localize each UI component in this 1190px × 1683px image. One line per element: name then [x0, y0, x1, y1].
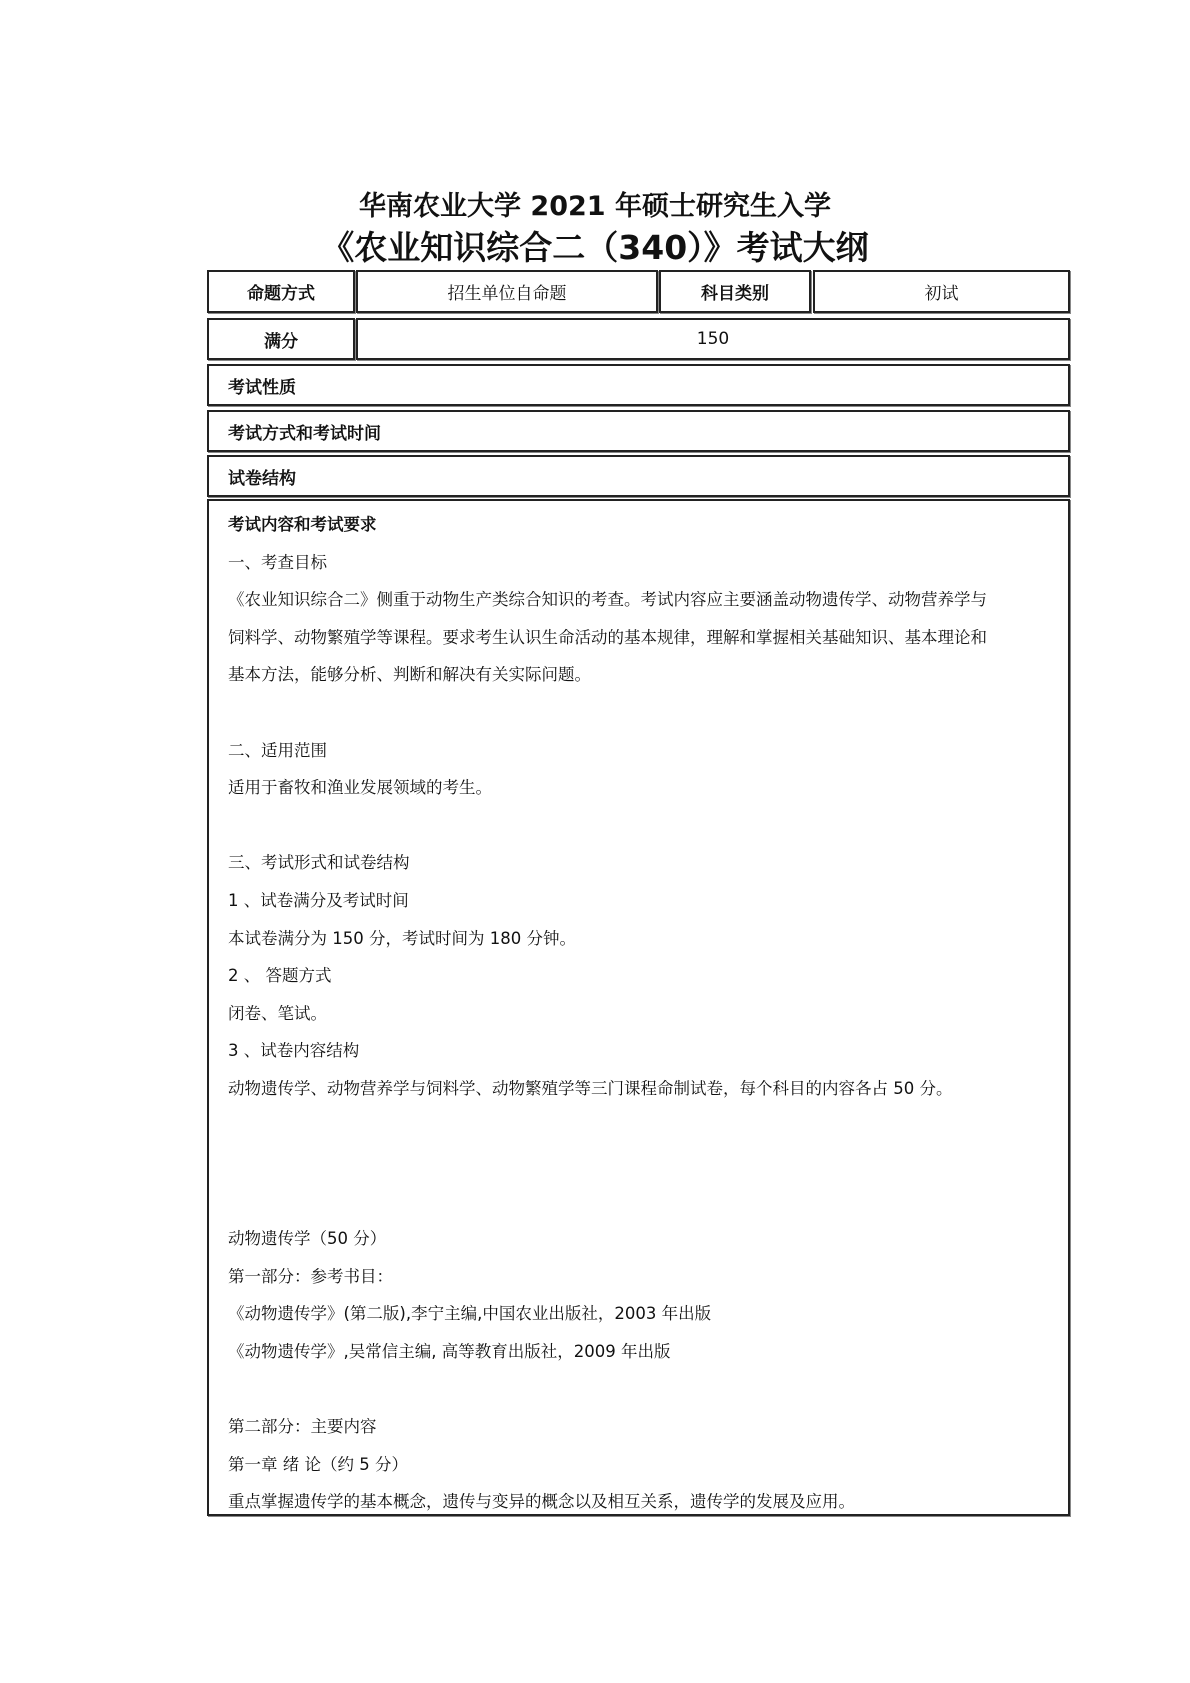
content-line: 饲料学、动物繁殖学等课程。要求考生认识生命活动的基本规律，理解和掌握相关基础知识、基本理论和 [228, 627, 987, 647]
content-line: 第一章 绪 论（约 5 分） [228, 1454, 408, 1474]
content-line: 一、考查目标 [228, 552, 327, 572]
content-line: 《动物遗传学》,吴常信主编, 高等教育出版社，2009 年出版 [228, 1342, 671, 1362]
content-line: 2 、 答题方式 [228, 966, 332, 986]
content-line: 动物遗传学（50 分） [228, 1229, 387, 1249]
score-label: 满分 [207, 318, 355, 360]
category-value: 初试 [813, 270, 1070, 313]
title-line-1: 华南农业大学 2021 年硕士研究生入学 [359, 191, 831, 222]
content-line: 《动物遗传学》(第二版),李宁主编,中国农业出版社，2003 年出版 [228, 1304, 712, 1324]
content-line: 适用于畜牧和渔业发展领域的考生。 [228, 778, 492, 798]
section-method: 考试方式和考试时间 [207, 410, 1070, 452]
content-line: 三、考试形式和试卷结构 [228, 853, 410, 873]
section-structure: 试卷结构 [207, 455, 1070, 497]
content-line: 第一部分：参考书目： [228, 1266, 393, 1286]
content-line [228, 1145, 1068, 1183]
mode-value: 招生单位自命题 [356, 270, 658, 313]
content-section [207, 499, 1070, 1516]
content-line: 3 、试卷内容结构 [228, 1041, 360, 1061]
content-line: 《农业知识综合二》侧重于动物生产类综合知识的考查。考试内容应主要涵盖动物遗传学、动物营养学与 [228, 590, 987, 610]
content-heading: 考试内容和考试要求 [228, 515, 377, 534]
category-label: 科目类别 [659, 270, 811, 313]
score-value: 150 [356, 318, 1070, 360]
content-line [228, 807, 1068, 845]
content-line: 1 、试卷满分及考试时间 [228, 890, 409, 910]
content-line: 第二部分：主要内容 [228, 1417, 377, 1437]
mode-label: 命题方式 [207, 270, 355, 313]
content-line [228, 1108, 1068, 1146]
content-line [228, 1371, 1068, 1409]
content-line: 闭卷、笔试。 [228, 1003, 327, 1023]
content-line [228, 1183, 1068, 1221]
section-nature: 考试性质 [207, 364, 1070, 406]
content-line: 本试卷满分为 150 分，考试时间为 180 分钟。 [228, 928, 576, 948]
title-line-2: 《农业知识综合二（340）》考试大纲 [321, 228, 869, 267]
content-line: 二、适用范围 [228, 740, 327, 760]
content-line: 重点掌握遗传学的基本概念，遗传与变异的概念以及相互关系，遗传学的发展及应用。 [228, 1492, 855, 1512]
content-line: 动物遗传学、动物营养学与饲料学、动物繁殖学等三门课程命制试卷，每个科目的内容各占 50 分。 [228, 1078, 953, 1098]
content-line: 基本方法，能够分析、判断和解决有关实际问题。 [228, 665, 591, 685]
content-line [228, 694, 1068, 732]
